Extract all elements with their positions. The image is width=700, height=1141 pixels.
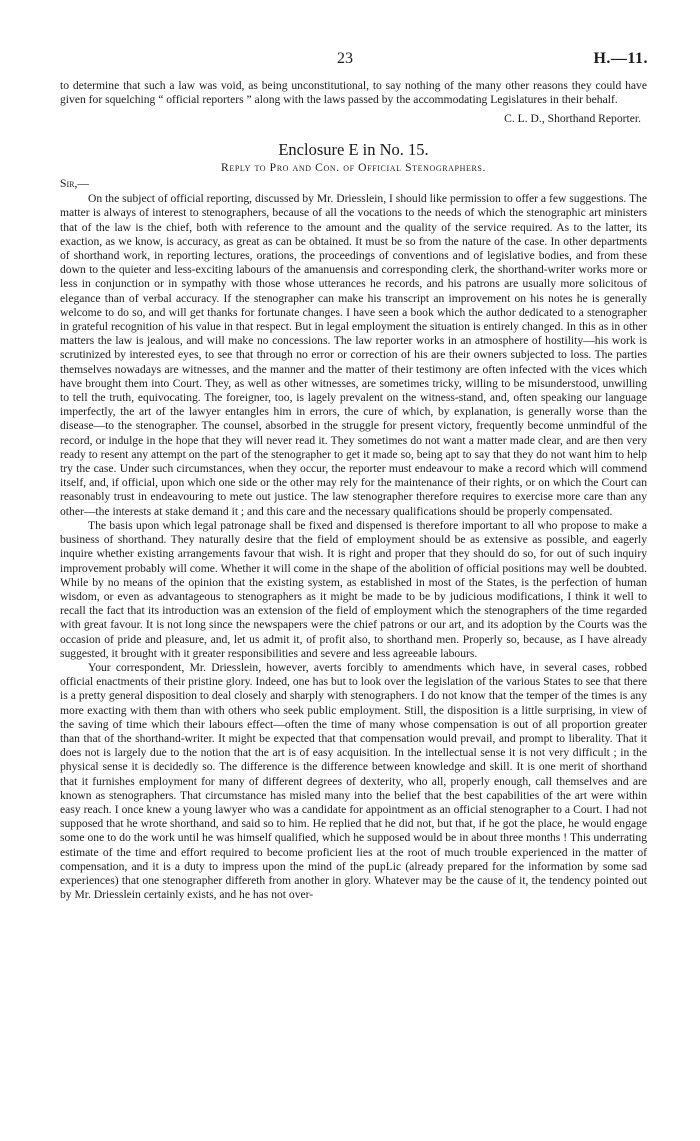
salutation: Sir,— (60, 177, 89, 191)
enclosure-title: Enclosure E in No. 15. (278, 139, 429, 159)
body-paragraph: The basis upon which legal patronage shall be fixed and dispensed is therefore important to all who propose to make a business of shorthand. They naturally desire that the field of employment should be as extensive as possible, and eagerly inquire whether existing arrangements favour that wish. It is right and proper that they should do so, for out of such inquiry improvement probably will come. Whether it will come in the shape of the abolition of official positions may well be doubted. While by no means of the opinion that the existing system, as established in most of the States, is the perfection of human wisdom, or even as advantageous to stenographers as it might be made to be by judicious modifications, I think it well to recall the fact that its introduction was an extension of the field of employment which the stenographers of the time regarded with great favour. It is not long since the newspapers were the chief patrons or our art, and its adoption by the Courts was the occasion of pride and pleasure, and, let us admit it, of profit also, to shorthand men. Properly so, because, as I have already suggested, it brought with it greater responsibilities and severe and less agreeable labours. (60, 518, 647, 660)
document-reference: H.—11. (593, 50, 648, 67)
body-paragraph: Your correspondent, Mr. Driesslein, however, averts forcibly to amendments which have, in several cases, robbed official enactments of their pristine glory. Indeed, one has but to look over the legislation of the various States to see that there is a pretty general disposition to deal closely and sharply with stenographers. I do not know that the temper of the times is any more exacting with them than with others who seek public employment. Still, the disposition is a little surprising, in view of the saving of time which their labours effect—often the time of many whose compensation is out of all proportion greater than that of the shorthand-writer. It might be expected that that compensation would prevail, and prompt to liberality. That it does not is largely due to the notion that the art is of easy acquisition. In the intellectual sense it is not very difficult ; in the physical sense it is decidedly so. The difference is the difference between knowledge and skill. It is one merit of shorthand that it furnishes employment for many of different degrees of dexterity, who all, properly enough, call themselves and are known as stenographers. That circumstance has misled many into the belief that the best capabilities of the art were within easy reach. I once knew a young lawyer who was a candidate for appointment as an official stenographer to a Court. I had not supposed that he wrote shorthand, and said so to him. He replied that he did not, but that, if he got the place, he would engage some one to do the work until he was himself qualified, which he supposed would be in about three months ! This underrating estimate of the time and effort required to become proficient lies at the root of much trouble experienced in the matter of compensation, and it is a duty to impress upon the mind of the pupLic (already prepared for the information by some sad experiences) that one stenographer differeth from another in glory. Whatever may be the cause of it, the tendency pointed out by Mr. Driesslein certainly exists, and he has not over- (60, 660, 647, 902)
continuation-paragraph: to determine that such a law was void, as being unconstitutional, to say nothing of the many other reasons they could have given for squelching “ official reporters ” along with the laws passed by the accommodating Legislatures in their behalf. (60, 79, 647, 107)
signature: C. L. D., Shorthand Reporter. (504, 112, 641, 126)
page-header (60, 50, 648, 70)
enclosure-subtitle: Reply to Pro and Con. of Official Stenographers. (221, 160, 486, 174)
body-paragraph: On the subject of official reporting, discussed by Mr. Driesslein, I should like permission to offer a few suggestions. The matter is always of interest to stenographers, because of all the vocations to the needs of which the stenographic art ministers that of the law is the chief, both with reference to the amount and the quality of the service required. As to the latter, its exaction, as we know, is accuracy, as great as can be obtained. It must be so from the nature of the case. In other departments of shorthand work, in reporting lectures, orations, the proceedings of conventions and of legislative bodies, and from these down to the quieter and less-exciting labours of the amanuensis and corresponding clerk, the shorthand-writer works more or less in conjunction or in sympathy with those whose utterances he records, and his patrons are usually more solicitous of elegance than of verbal accuracy. If the stenographer can make his transcript an improvement on his notes he is generally welcome to do so, and will get thanks for fortunate changes. I have seen a book which the author dedicated to a stenographer in grateful recognition of his value in that respect. But in legal employment the situation is entirely changed. In this as in other matters the law is jealous, and will make no concessions. The law reporter works in an atmosphere of hostility—his work is scrutinized by interested eyes, to see that through no error or correction of his are their owners subjected to loss. The parties themselves nowadays are witnesses, and the manner and the matter of their testimony are often infected with the vices which have brought them into Court. They, as well as other witnesses, are sometimes tricky, willing to be misunderstood, unwilling to tell the truth, equivocating. The foreigner, too, is lagely prevalent on the witness-stand, and, often speaking our language imperfectly, the art of the lawyer entangles him in errors, the cure of which, by explanation, is generally worse than the disease—to the stenographer. The counsel, absorbed in the struggle for present victory, frequently become unmindful of the record, or indulge in the hope that they will never read it. They sometimes do not want a matter made clear, and are then very ready to resent any attempt on the part of the stenographer to get it made so, being apt to say that they do not want him to help try the case. Under such circumstances, when they occur, the reporter must endeavour to make a record which will commend itself, and, if official, upon which one side or the other may rely for the maintenance of their rights, or on which the Court can reasonably trust in endeavouring to mete out justice. The law stenographer therefore requires to exercise more care than any other—the interests at stake demand it ; and this care and the necessary qualifications should be properly compensated. (60, 192, 647, 518)
page-body (60, 79, 647, 902)
page-number: 23 (337, 50, 353, 67)
